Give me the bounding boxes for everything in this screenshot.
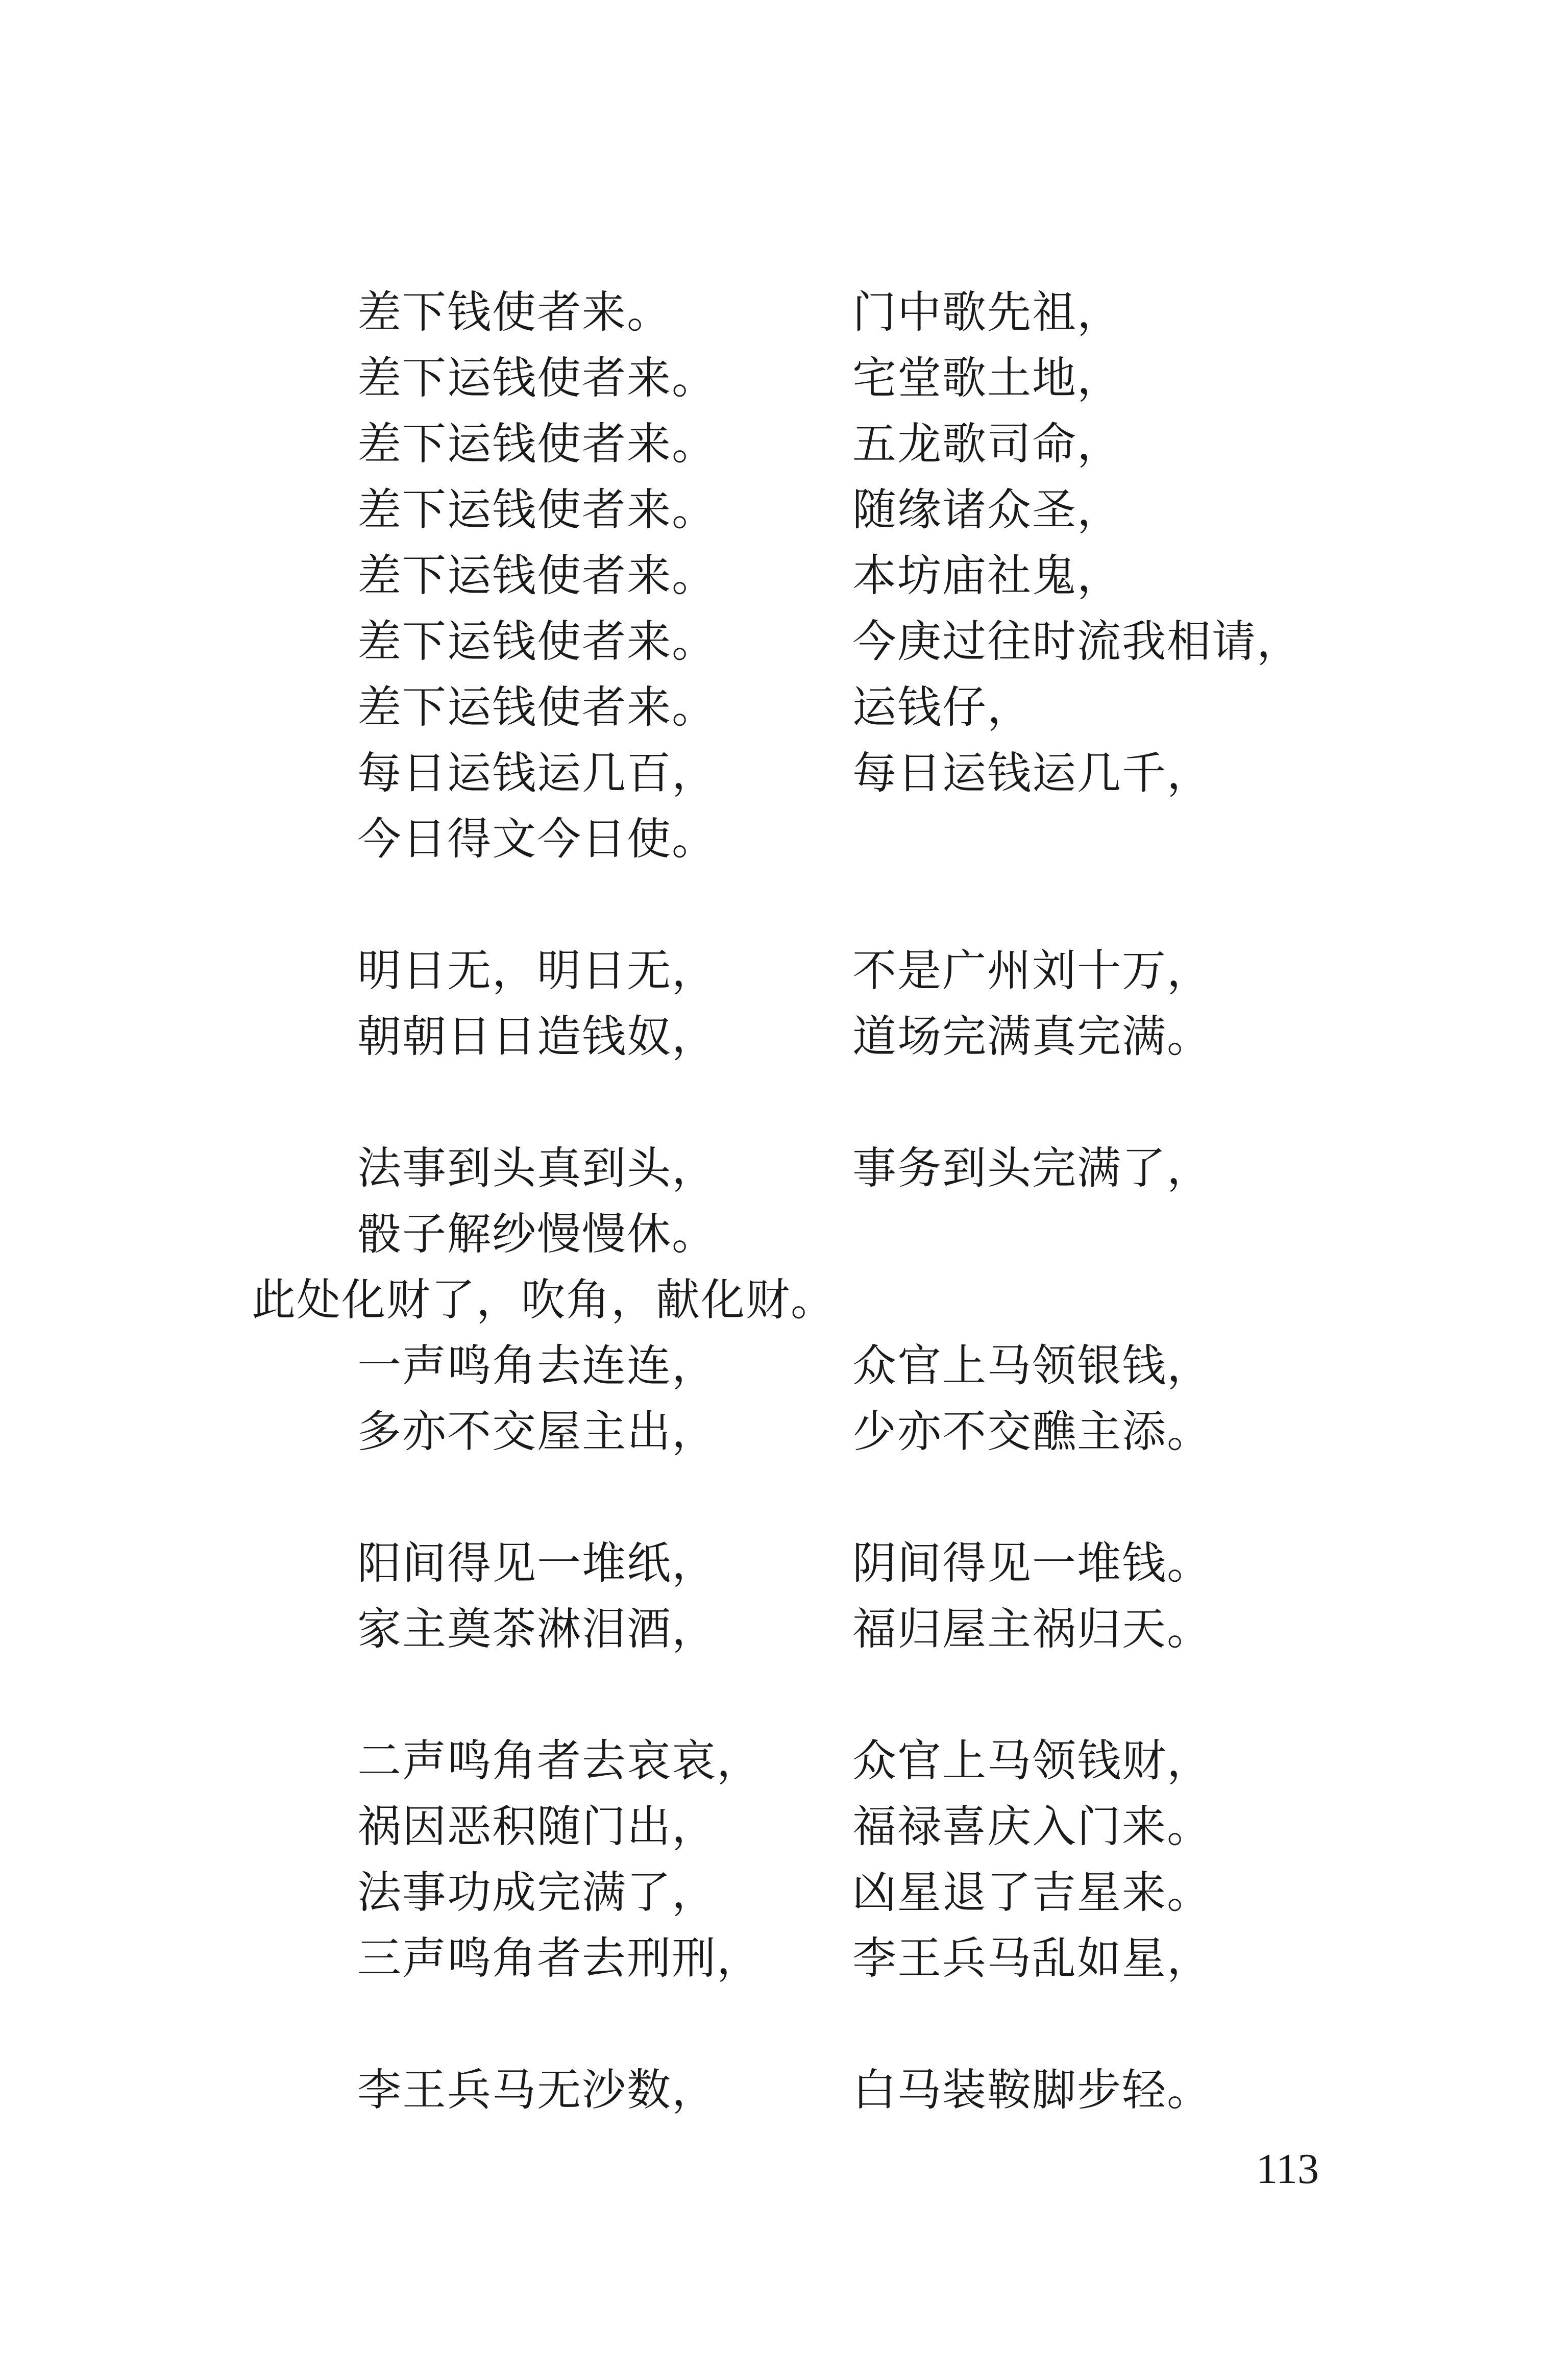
verse-line: 运钱仔， (852, 682, 1032, 733)
verse-line: 众官上马领银钱， (852, 1340, 1212, 1391)
verse-line: 一声鸣角去连连， (357, 1340, 717, 1391)
verse-line: 门中歌先祖， (852, 287, 1122, 338)
verse-line: 法事到头真到头， (357, 1143, 717, 1194)
verse-line: 五龙歌司命， (852, 419, 1122, 470)
verse-line: 道场完满真完满。 (852, 1011, 1212, 1062)
verse-line: 法事功成完满了， (357, 1867, 717, 1918)
verse-line: 多亦不交屋主出， (357, 1406, 717, 1457)
verse-line: 李王兵马无沙数， (357, 2065, 717, 2116)
verse-line: 阴间得见一堆钱。 (852, 1538, 1212, 1589)
verse-line: 事务到头完满了， (852, 1143, 1212, 1194)
verse-line: 每日运钱运几百， (357, 748, 717, 799)
verse-line: 阳间得见一堆纸， (357, 1538, 717, 1589)
page-number: 113 (1256, 2145, 1319, 2193)
verse-line: 差下钱使者来。 (357, 287, 672, 338)
verse-line: 朝朝日日造钱奴， (357, 1011, 717, 1062)
verse-line: 差下运钱使者来。 (357, 682, 717, 733)
verse-line: 凶星退了吉星来。 (852, 1867, 1212, 1918)
verse-line: 骰子解纱慢慢休。 (357, 1209, 717, 1260)
verse-line: 不是广州刘十万， (852, 945, 1212, 996)
stage-direction: 此处化财了，吹角，献化财。 (252, 1274, 836, 1326)
verse-line: 差下运钱使者来。 (357, 419, 717, 470)
verse-line: 每日运钱运几千， (852, 748, 1212, 799)
verse-line: 二声鸣角者去哀哀， (357, 1735, 762, 1786)
verse-line: 差下运钱使者来。 (357, 353, 717, 404)
verse-line: 福禄喜庆入门来。 (852, 1801, 1212, 1852)
verse-line: 差下运钱使者来。 (357, 484, 717, 535)
verse-line: 众官上马领钱财， (852, 1735, 1212, 1786)
verse-line: 福归屋主祸归天。 (852, 1604, 1212, 1655)
verse-line: 家主奠茶淋泪酒， (357, 1604, 717, 1655)
verse-line: 本坊庙社鬼， (852, 550, 1122, 601)
verse-line: 随缘诸众圣， (852, 484, 1122, 535)
verse-line: 差下运钱使者来。 (357, 616, 717, 667)
verse-line: 三声鸣角者去刑刑， (357, 1933, 762, 1984)
verse-line: 差下运钱使者来。 (357, 550, 717, 601)
verse-line: 少亦不交醮主添。 (852, 1406, 1212, 1457)
verse-line: 今日得文今日使。 (357, 814, 717, 865)
verse-line: 宅堂歌土地， (852, 353, 1122, 404)
verse-line: 祸因恶积随门出， (357, 1801, 717, 1852)
verse-line: 今庚过往时流我相请， (852, 616, 1302, 667)
verse-line: 明日无，明日无， (357, 945, 717, 996)
verse-line: 李王兵马乱如星， (852, 1933, 1212, 1984)
verse-line: 白马装鞍脚步轻。 (852, 2065, 1212, 2116)
